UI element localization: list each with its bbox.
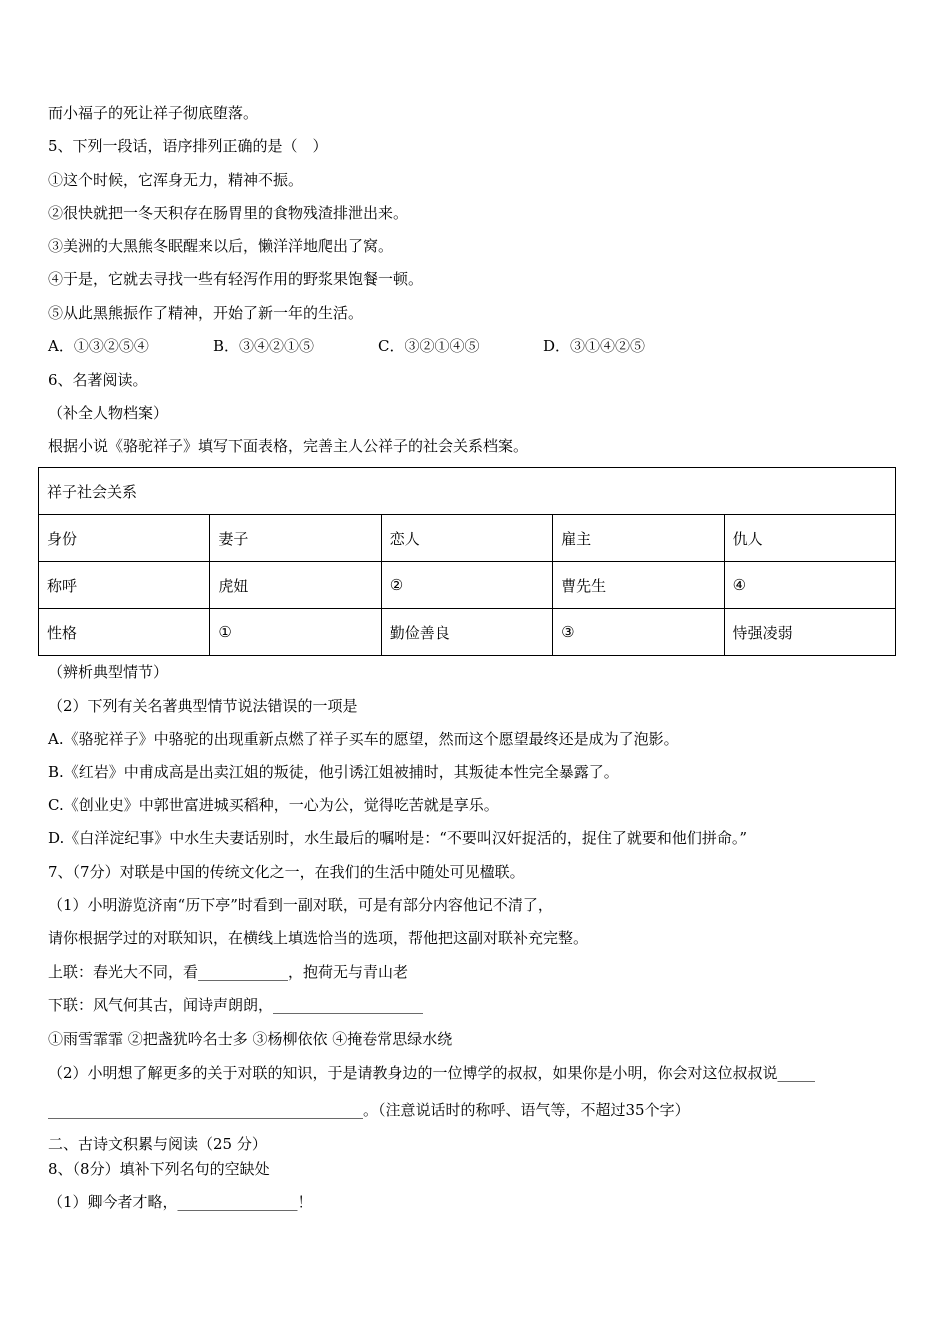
question-7-1-cont: 请你根据学过的对联知识，在横线上填选恰当的选项，帮他把这副对联补充完整。 (48, 929, 589, 947)
option-d: D．③①④②⑤ (543, 337, 646, 355)
table-cell: ② (381, 562, 552, 609)
couplet-upper: 上联：春光大不同，看____________，抱荷无与青山老 (48, 963, 409, 981)
question-8: 8、（8分）填补下列名句的空缺处 (48, 1160, 270, 1178)
sentence-5: ⑤从此黑熊振作了精神，开始了新一年的生活。 (48, 304, 364, 322)
table-cell: 曹先生 (553, 562, 724, 609)
couplet-lower: 下联：风气何其古，闻诗声朗朗，____________________ (48, 996, 424, 1014)
option-b: B．③④②①⑤ (213, 337, 315, 355)
table-row (39, 609, 896, 656)
answer-options (48, 336, 645, 356)
table-row (39, 562, 896, 609)
question-8-1: （1）卿今者才略，________________！ (48, 1193, 313, 1211)
question-7: 7、（7分）对联是中国的传统文化之一，在我们的生活中随处可见楹联。 (48, 863, 525, 881)
option-a: A．①③②⑤④ (48, 337, 149, 355)
relationship-table (38, 467, 896, 656)
table-cell: 恃强凌弱 (724, 609, 895, 656)
section-2-title: 二、古诗文积累与阅读（25 分） (48, 1135, 267, 1153)
table-cell: 称呼 (39, 562, 210, 609)
table-row (39, 515, 896, 562)
table-cell: ① (210, 609, 381, 656)
line-xiaofuzi: 而小福子的死让祥子彻底堕落。 (48, 104, 259, 122)
choice-d: D.《白洋淀纪事》中水生夫妻话别时，水生最后的嘱咐是：“不要叫汉奸捉活的，捉住了就要和他们拼命。” (48, 829, 748, 847)
choice-a: A.《骆驼祥子》中骆驼的出现重新点燃了祥子买车的愿望，然而这个愿望最终还是成为了泡影。 (48, 730, 679, 748)
question-7-2-cont: __________________________________________。（注意说话时的称呼、语气等，不超过35个字） (48, 1101, 690, 1119)
question-6: 6、名著阅读。 (48, 371, 148, 389)
couplet-choices: ①雨雪霏霏 ②把盏犹吟名士多 ③杨柳依依 ④掩卷常思绿水绕 (48, 1030, 453, 1048)
sentence-3: ③美洲的大黑熊冬眠醒来以后，懒洋洋地爬出了窝。 (48, 237, 394, 255)
table-title: 祥子社会关系 (39, 468, 896, 515)
option-c: C．③②①④⑤ (378, 337, 480, 355)
sentence-1: ①这个时候，它浑身无力，精神不振。 (48, 171, 304, 189)
subheading-profile: （补全人物档案） (48, 404, 169, 422)
question-7-1: （1）小明游览济南“历下亭”时看到一副对联，可是有部分内容他记不清了， (48, 896, 553, 914)
table-cell: 仇人 (724, 515, 895, 562)
table-cell: ④ (724, 562, 895, 609)
table-cell: 恋人 (381, 515, 552, 562)
subheading-plot: （辨析典型情节） (48, 663, 169, 681)
table-cell: 虎妞 (210, 562, 381, 609)
table-cell: 身份 (39, 515, 210, 562)
choice-b: B.《红岩》中甫成高是出卖江姐的叛徒，他引诱江姐被捕时，其叛徒本性完全暴露了。 (48, 763, 619, 781)
table-intro: 根据小说《骆驼祥子》填写下面表格，完善主人公祥子的社会关系档案。 (48, 437, 529, 455)
table-cell: ③ (553, 609, 724, 656)
table-cell: 勤俭善良 (381, 609, 552, 656)
table-cell: 妻子 (210, 515, 381, 562)
sentence-4: ④于是，它就去寻找一些有轻泻作用的野浆果饱餐一顿。 (48, 270, 424, 288)
table-cell: 性格 (39, 609, 210, 656)
question-6-2: （2）下列有关名著典型情节说法错误的一项是 (48, 697, 358, 715)
table-cell: 雇主 (553, 515, 724, 562)
question-7-2: （2）小明想了解更多的关于对联的知识，于是请教身边的一位博学的叔叔，如果你是小明，你会对这位叔叔说_____ (48, 1064, 816, 1082)
question-5: 5、下列一段话，语序排列正确的是（ ） (48, 137, 328, 155)
sentence-2: ②很快就把一冬天积存在肠胃里的食物残渣排泄出来。 (48, 204, 409, 222)
table-title-row (39, 468, 896, 515)
choice-c: C.《创业史》中郭世富进城买稻种，一心为公，觉得吃苦就是享乐。 (48, 796, 499, 814)
